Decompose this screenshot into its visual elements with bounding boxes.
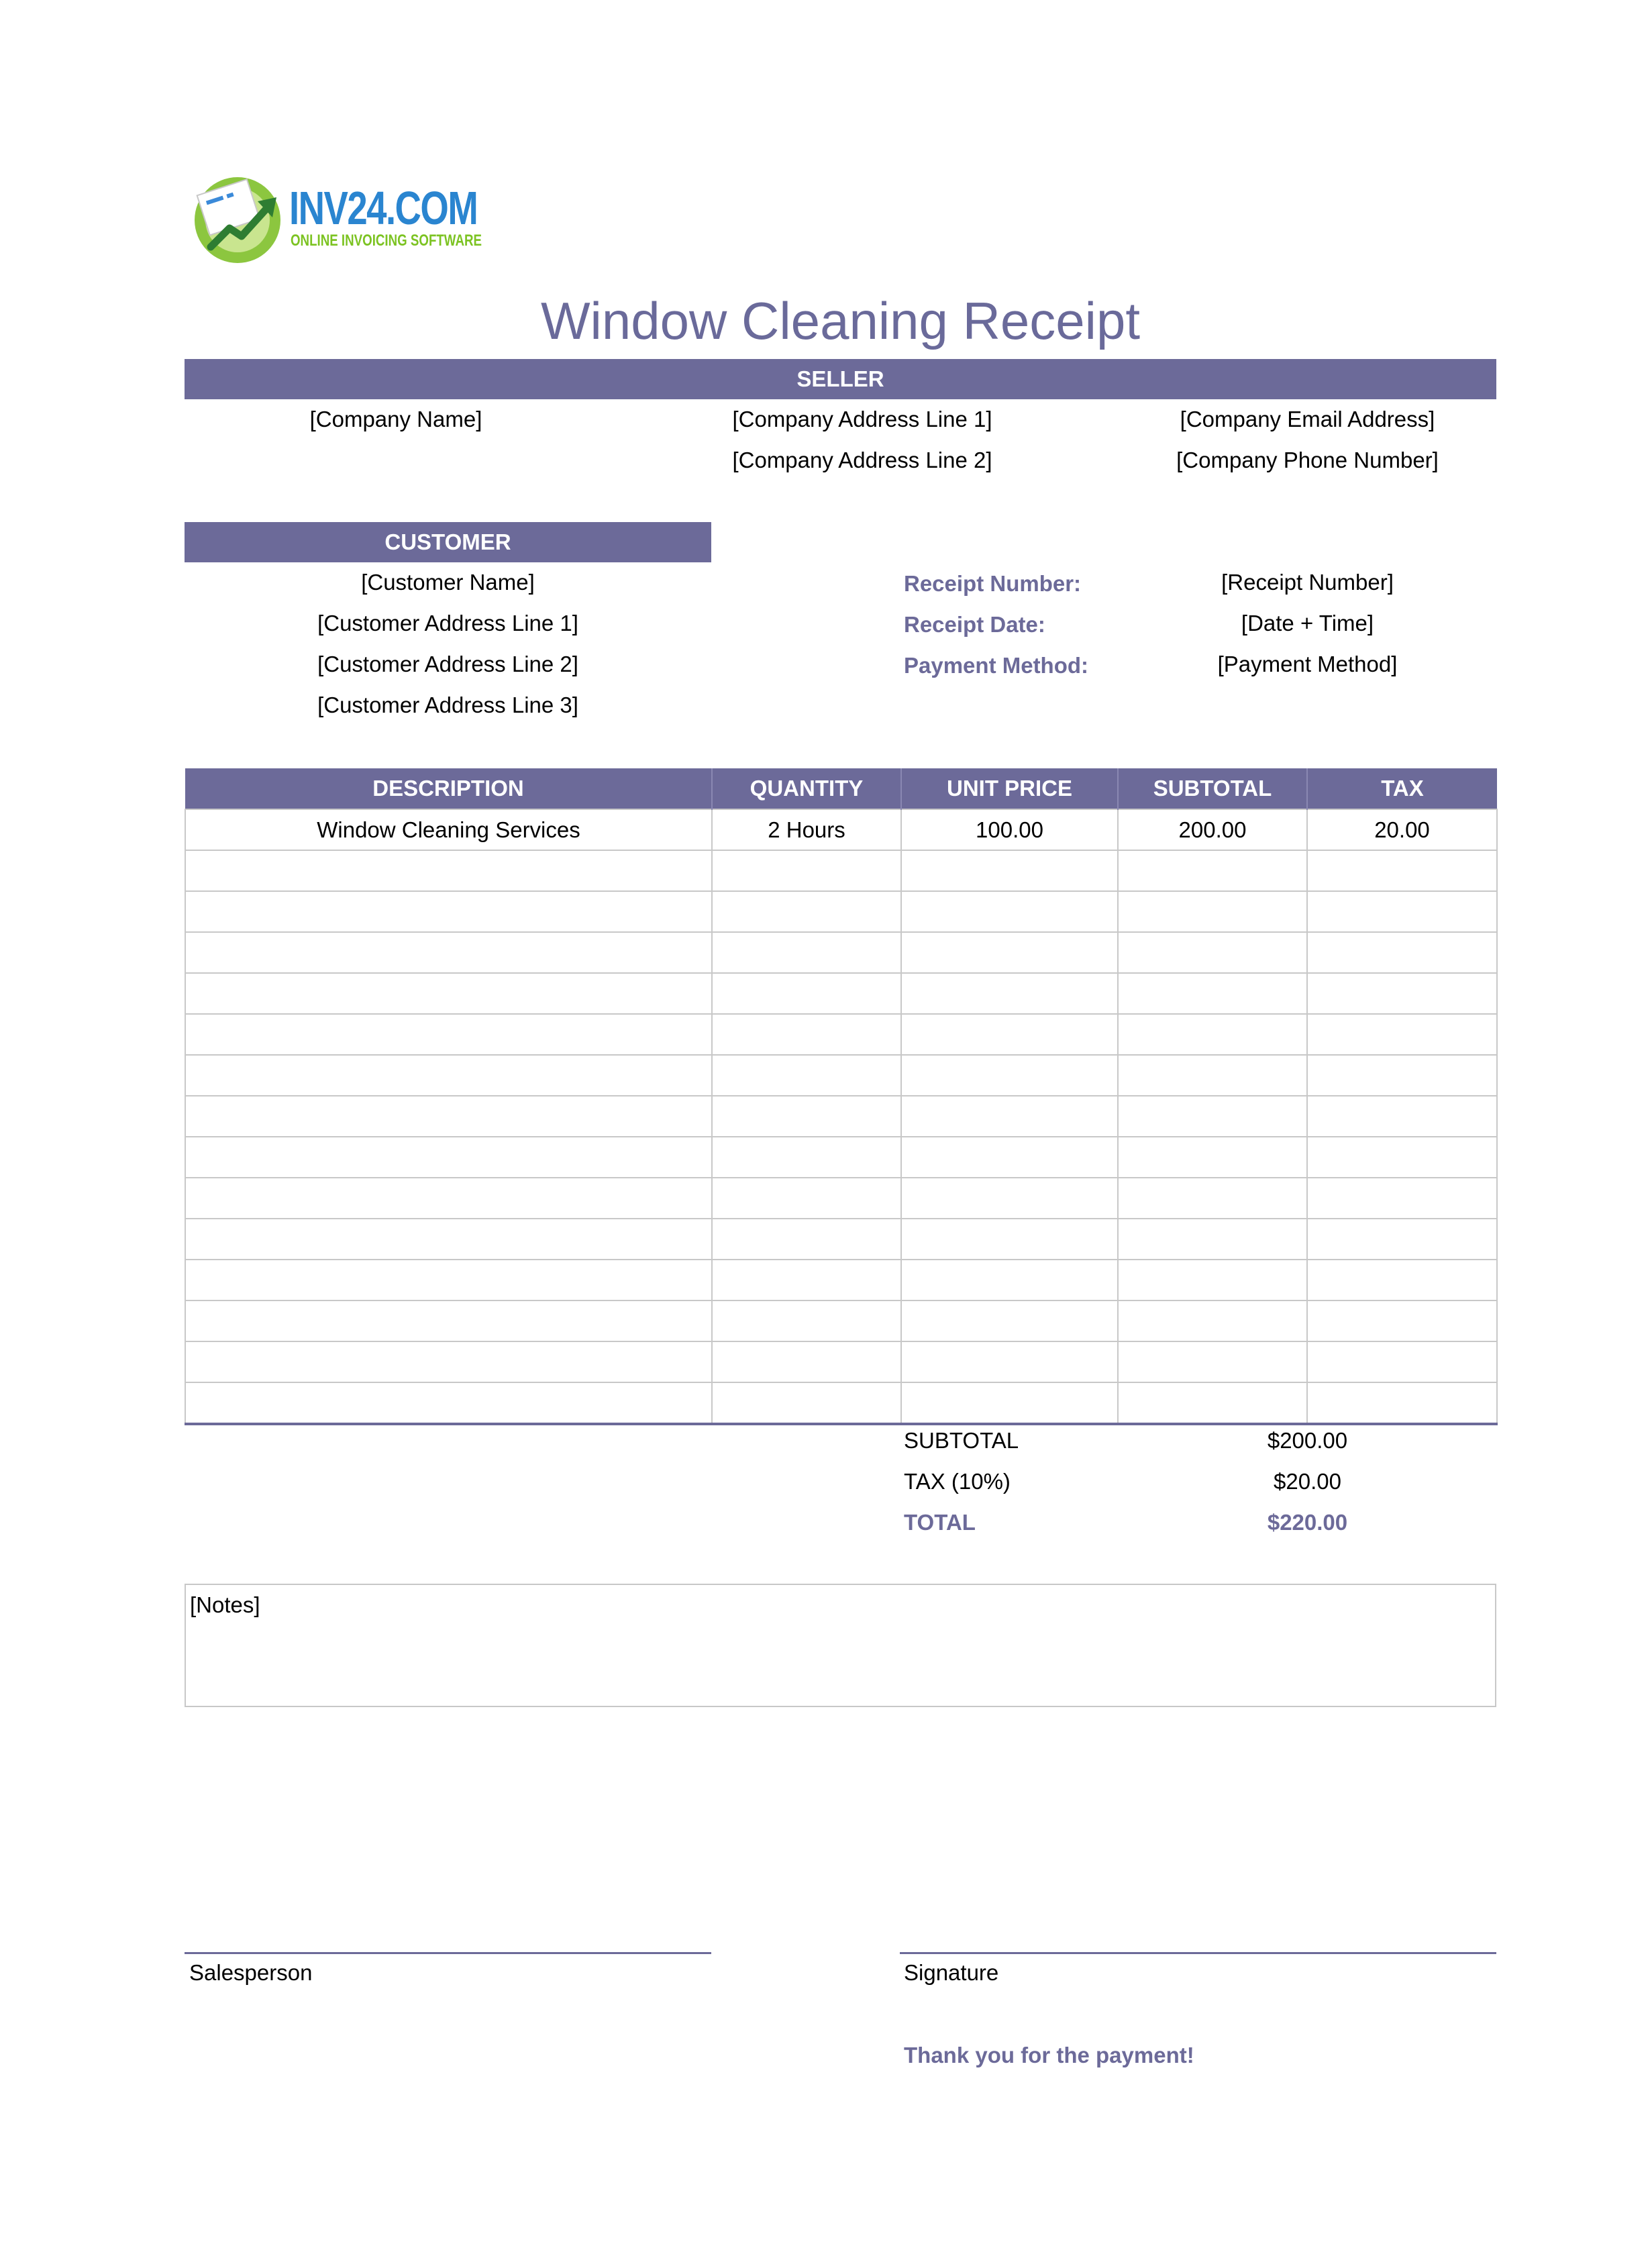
- cell-description: [185, 932, 712, 973]
- cell-unit-price: [901, 973, 1118, 1014]
- logo-name: INV24.COM: [289, 182, 478, 234]
- column-header-description: DESCRIPTION: [185, 768, 712, 809]
- customer-address-line-3: [Customer Address Line 3]: [317, 693, 578, 717]
- cell-tax: [1307, 1137, 1497, 1178]
- customer-address-line-2: [Customer Address Line 2]: [317, 652, 578, 676]
- signature-line: [900, 1952, 1496, 1954]
- cell-subtotal: [1118, 1382, 1307, 1424]
- cell-unit-price: [901, 1014, 1118, 1055]
- tax-label: TAX (10%): [904, 1469, 1011, 1494]
- table-row: [185, 1260, 1497, 1300]
- cell-quantity: [712, 1341, 901, 1382]
- payment-method-value: [Payment Method]: [1217, 652, 1398, 676]
- column-header-unit-price: UNIT PRICE: [901, 768, 1118, 809]
- seller-phone: [Company Phone Number]: [1176, 448, 1439, 472]
- cell-description: [185, 1178, 712, 1219]
- cell-unit-price: [901, 1178, 1118, 1219]
- cell-unit-price: [901, 1137, 1118, 1178]
- cell-description: [185, 1055, 712, 1096]
- cell-tax: [1307, 932, 1497, 973]
- receipt-number-label: Receipt Number:: [904, 571, 1082, 596]
- tax-value: $20.00: [1274, 1469, 1341, 1494]
- cell-quantity: [712, 1178, 901, 1219]
- cell-quantity: [712, 1055, 901, 1096]
- cell-subtotal: 200.00: [1118, 809, 1307, 850]
- cell-unit-price: [901, 1341, 1118, 1382]
- cell-quantity: [712, 1096, 901, 1137]
- column-header-tax: TAX: [1307, 768, 1497, 809]
- cell-tax: [1307, 1341, 1497, 1382]
- cell-subtotal: [1118, 1096, 1307, 1137]
- cell-unit-price: [901, 1055, 1118, 1096]
- cell-unit-price: [901, 891, 1118, 932]
- customer-address-line-1: [Customer Address Line 1]: [317, 611, 578, 635]
- table-row: [185, 1300, 1497, 1341]
- cell-subtotal: [1118, 973, 1307, 1014]
- table-row: [185, 1219, 1497, 1260]
- cell-description: [185, 973, 712, 1014]
- cell-tax: [1307, 1382, 1497, 1424]
- cell-quantity: [712, 1137, 901, 1178]
- seller-address-line-2: [Company Address Line 2]: [732, 448, 992, 472]
- seller-company-name: [Company Name]: [309, 407, 482, 431]
- cell-description: [185, 1341, 712, 1382]
- total-label: TOTAL: [904, 1510, 976, 1535]
- cell-unit-price: [901, 1096, 1118, 1137]
- table-row: [185, 809, 1497, 850]
- cell-tax: [1307, 891, 1497, 932]
- cell-quantity: [712, 973, 901, 1014]
- column-header-quantity: QUANTITY: [712, 768, 901, 809]
- cell-subtotal: [1118, 932, 1307, 973]
- cell-description: [185, 850, 712, 891]
- receipt-date-value: [Date + Time]: [1241, 611, 1374, 635]
- salesperson-line: [185, 1952, 711, 1954]
- cell-subtotal: [1118, 1178, 1307, 1219]
- cell-description: [185, 1096, 712, 1137]
- notes-box[interactable]: [185, 1584, 1496, 1707]
- cell-subtotal: [1118, 850, 1307, 891]
- cell-unit-price: 100.00: [901, 809, 1118, 850]
- cell-tax: [1307, 973, 1497, 1014]
- items-table: [185, 768, 1498, 1425]
- cell-tax: 20.00: [1307, 809, 1497, 850]
- cell-unit-price: [901, 932, 1118, 973]
- cell-description: [185, 1300, 712, 1341]
- cell-quantity: [712, 1014, 901, 1055]
- cell-quantity: [712, 1382, 901, 1424]
- column-header-subtotal: SUBTOTAL: [1118, 768, 1307, 809]
- thank-you-message: Thank you for the payment!: [904, 2043, 1194, 2068]
- cell-unit-price: [901, 850, 1118, 891]
- cell-tax: [1307, 1219, 1497, 1260]
- cell-quantity: 2 Hours: [712, 809, 901, 850]
- cell-quantity: [712, 891, 901, 932]
- cell-quantity: [712, 850, 901, 891]
- cell-unit-price: [901, 1382, 1118, 1424]
- receipt-title: Window Cleaning Receipt: [540, 291, 1141, 350]
- cell-quantity: [712, 1260, 901, 1300]
- seller-header: SELLER: [185, 359, 1496, 399]
- customer-name: [Customer Name]: [361, 570, 535, 595]
- cell-subtotal: [1118, 1137, 1307, 1178]
- cell-subtotal: [1118, 1219, 1307, 1260]
- table-row: [185, 1341, 1497, 1382]
- seller-address-line-1: [Company Address Line 1]: [732, 407, 992, 431]
- cell-unit-price: [901, 1300, 1118, 1341]
- table-row: [185, 1382, 1497, 1424]
- cell-subtotal: [1118, 1300, 1307, 1341]
- cell-tax: [1307, 1096, 1497, 1137]
- table-row: [185, 891, 1497, 932]
- cell-description: [185, 891, 712, 932]
- logo-icon: [188, 172, 285, 266]
- payment-method-label: Payment Method:: [904, 653, 1089, 678]
- receipt-number-value: [Receipt Number]: [1221, 570, 1394, 595]
- notes-text: [Notes]: [190, 1592, 260, 1617]
- table-row: [185, 1178, 1497, 1219]
- cell-quantity: [712, 1219, 901, 1260]
- table-row: [185, 1096, 1497, 1137]
- seller-email: [Company Email Address]: [1180, 407, 1435, 431]
- receipt-date-label: Receipt Date:: [904, 612, 1045, 637]
- table-row: [185, 850, 1497, 891]
- cell-subtotal: [1118, 1014, 1307, 1055]
- subtotal-label: SUBTOTAL: [904, 1428, 1019, 1453]
- cell-description: Window Cleaning Services: [185, 809, 712, 850]
- table-row: [185, 973, 1497, 1014]
- table-row: [185, 932, 1497, 973]
- customer-header: CUSTOMER: [185, 522, 711, 562]
- cell-description: [185, 1219, 712, 1260]
- cell-tax: [1307, 1055, 1497, 1096]
- cell-subtotal: [1118, 1055, 1307, 1096]
- signature-label: Signature: [904, 1960, 999, 1985]
- cell-description: [185, 1382, 712, 1424]
- cell-quantity: [712, 1300, 901, 1341]
- table-row: [185, 1137, 1497, 1178]
- cell-unit-price: [901, 1219, 1118, 1260]
- cell-description: [185, 1260, 712, 1300]
- cell-subtotal: [1118, 1341, 1307, 1382]
- table-row: [185, 1055, 1497, 1096]
- cell-subtotal: [1118, 1260, 1307, 1300]
- cell-quantity: [712, 932, 901, 973]
- table-row: [185, 1014, 1497, 1055]
- cell-description: [185, 1137, 712, 1178]
- cell-tax: [1307, 1014, 1497, 1055]
- total-value: $220.00: [1267, 1510, 1348, 1535]
- items-header-row: [185, 768, 1497, 809]
- logo-tagline: ONLINE INVOICING SOFTWARE: [291, 232, 482, 250]
- cell-tax: [1307, 1178, 1497, 1219]
- cell-tax: [1307, 1300, 1497, 1341]
- cell-subtotal: [1118, 891, 1307, 932]
- cell-description: [185, 1014, 712, 1055]
- cell-tax: [1307, 1260, 1497, 1300]
- cell-unit-price: [901, 1260, 1118, 1300]
- salesperson-label: Salesperson: [189, 1960, 313, 1985]
- subtotal-value: $200.00: [1267, 1428, 1348, 1453]
- cell-tax: [1307, 850, 1497, 891]
